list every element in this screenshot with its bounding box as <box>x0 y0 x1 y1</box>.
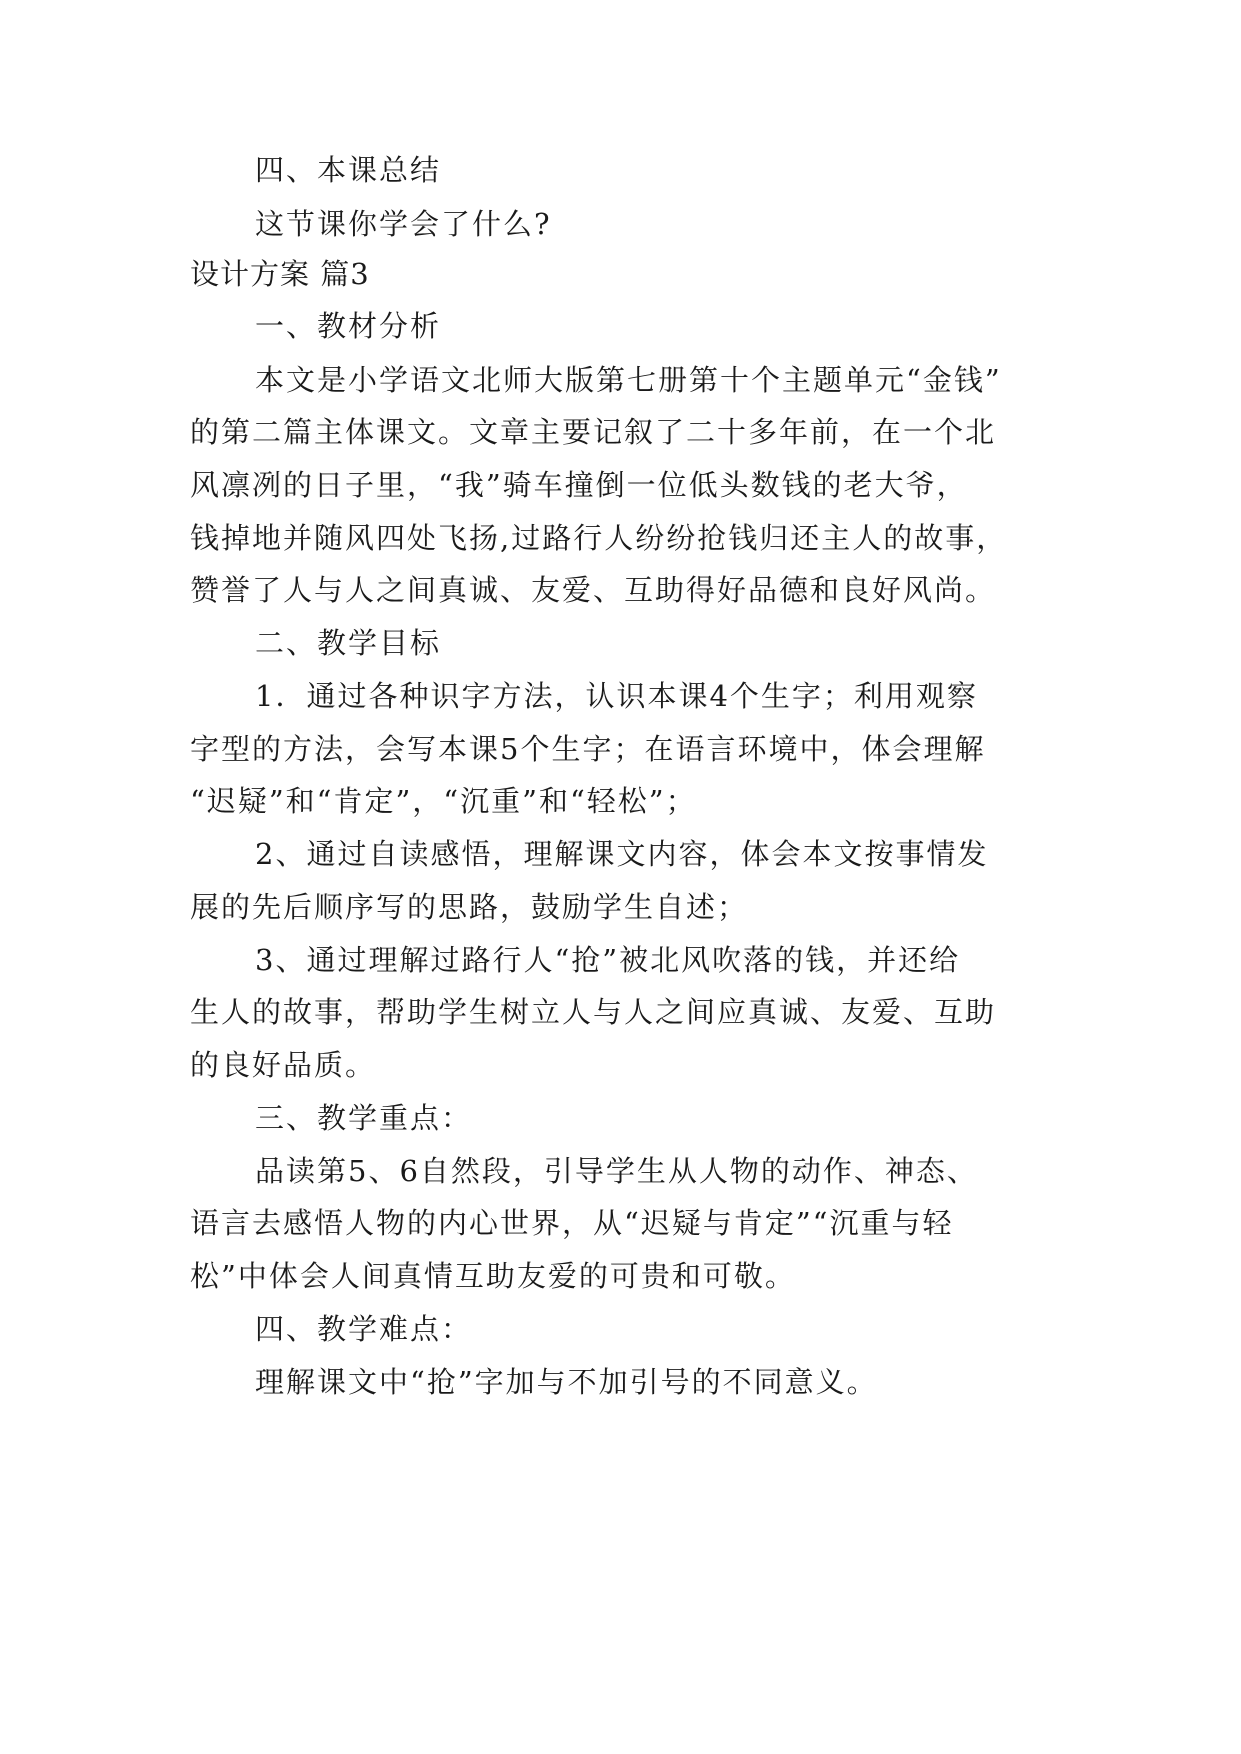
paragraph-line: 风凛冽的日子里，“我”骑车撞倒一位低头数钱的老大爷， <box>190 468 968 502</box>
paragraph-line: 理解课文中“抢”字加与不加引号的不同意义。 <box>255 1365 878 1399</box>
paragraph-line: 1．通过各种识字方法，认识本课4个生字；利用观察 <box>255 679 978 713</box>
paragraph-line: 2、通过自读感悟，理解课文内容，体会本文按事情发 <box>255 837 989 871</box>
section-heading-summary: 四、本课总结 <box>255 153 442 187</box>
paragraph-line: 本文是小学语文北师大版第七册第十个主题单元“金钱” <box>255 363 1002 397</box>
section-heading-key-points: 三、教学重点： <box>255 1101 473 1135</box>
section-heading-difficulties: 四、教学难点： <box>255 1312 473 1346</box>
paragraph-line: 松”中体会人间真情互助友爱的可贵和可敬。 <box>190 1259 796 1293</box>
paragraph-line: 品读第5、6自然段，引导学生从人物的动作、神态、 <box>255 1154 978 1188</box>
section-heading-teaching-goals: 二、教学目标 <box>255 626 442 660</box>
paragraph-line: 3、通过理解过路行人“抢”被北风吹落的钱，并还给 <box>255 943 961 977</box>
paragraph-line: 生人的故事，帮助学生树立人与人之间应真诚、友爱、互助 <box>190 995 997 1029</box>
paragraph-line: 展的先后顺序写的思路，鼓励学生自述； <box>190 890 749 924</box>
paragraph-line: “迟疑”和“肯定”，“沉重”和“轻松”； <box>190 784 697 818</box>
paragraph-line: 的良好品质。 <box>190 1048 377 1082</box>
paragraph-line: 钱掉地并随风四处飞扬,过路行人纷纷抢钱归还主人的故事， <box>190 521 1008 555</box>
paragraph-line: 字型的方法，会写本课5个生字；在语言环境中，体会理解 <box>190 732 986 766</box>
design-plan-title: 设计方案 篇3 <box>190 257 370 291</box>
section-heading-material-analysis: 一、教材分析 <box>255 309 442 343</box>
paragraph-line: 的第二篇主体课文。文章主要记叙了二十多年前，在一个北 <box>190 415 997 449</box>
paragraph-line: 这节课你学会了什么? <box>255 207 552 241</box>
paragraph-line: 语言去感悟人物的内心世界，从“迟疑与肯定”“沉重与轻 <box>190 1206 954 1240</box>
paragraph-line: 赞誉了人与人之间真诚、友爱、互助得好品德和良好风尚。 <box>190 573 997 607</box>
